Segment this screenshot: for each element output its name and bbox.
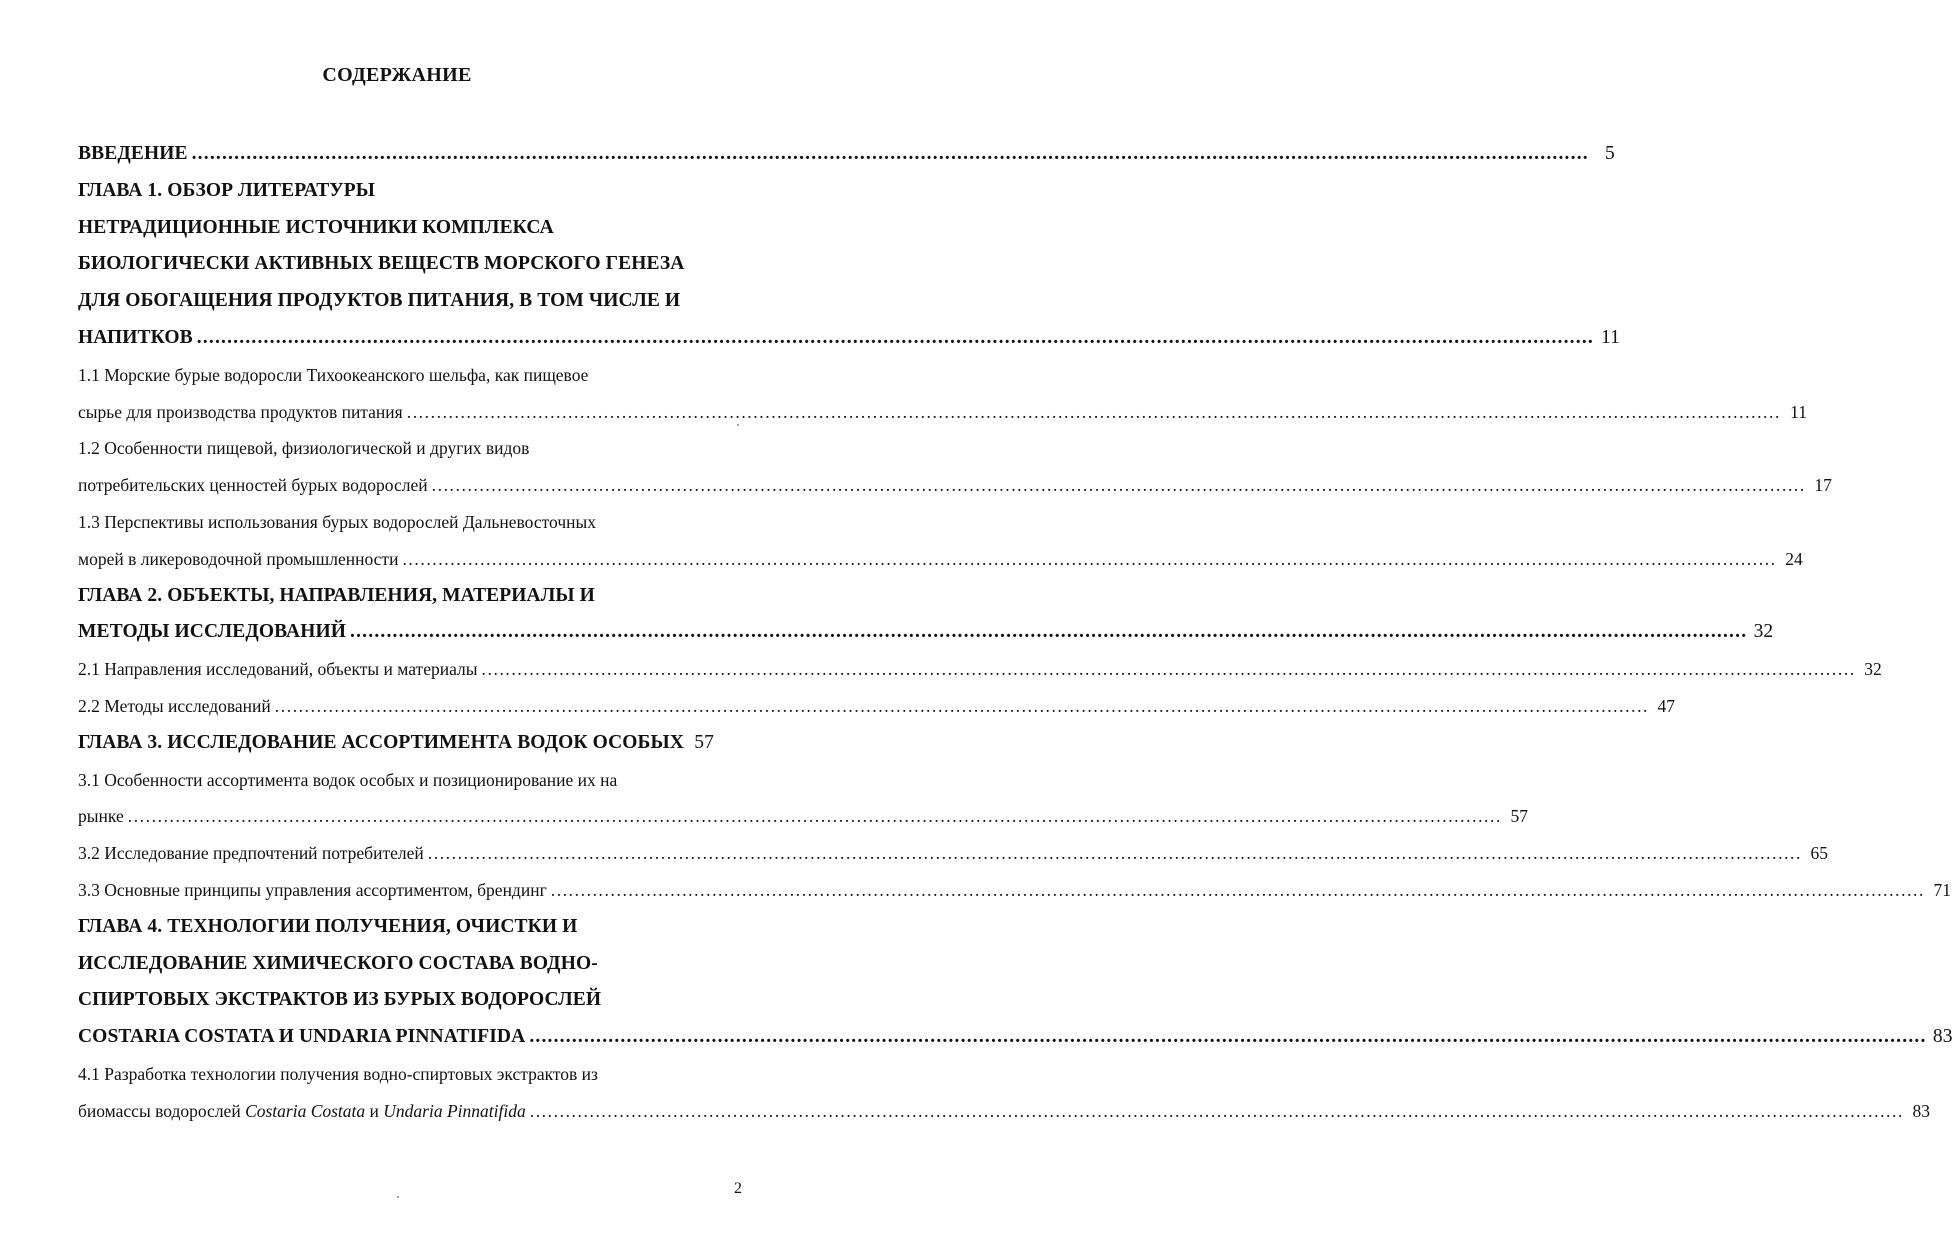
toc-entry-text: ГЛАВА 2. ОБЪЕКТЫ, НАПРАВЛЕНИЯ, МАТЕРИАЛЫ И — [78, 584, 595, 606]
toc-entry-text: 3.1 Особенности ассортимента водок особых и позиционирование их на — [78, 769, 618, 790]
toc-entry-text: потребительских ценностей бурых водорослей — [78, 475, 428, 496]
toc-entry — [78, 1056, 732, 1093]
toc-entry — [78, 946, 732, 983]
toc-entry-text: ГЛАВА 3. ИССЛЕДОВАНИЕ АССОРТИМЕНТА ВОДОК ОСОБЫХ — [78, 731, 684, 753]
toc-entry — [78, 357, 732, 394]
dot-leader — [530, 1093, 1904, 1130]
toc-entry — [78, 982, 732, 1019]
dot-leader — [275, 688, 1649, 725]
toc-entry-page: 83 — [1932, 1026, 1953, 1048]
dot-leader — [551, 872, 1925, 909]
toc-entry-text: рынке — [78, 806, 124, 827]
toc-entry[interactable] — [78, 541, 1803, 578]
scan-speck — [397, 1196, 399, 1198]
dot-leader — [529, 1019, 1926, 1056]
dot-leader — [350, 614, 1747, 651]
toc-entry-text: ГЛАВА 4. ТЕХНОЛОГИИ ПОЛУЧЕНИЯ, ОЧИСТКИ И — [78, 915, 578, 937]
toc-entry-page: 11 — [1601, 326, 1620, 348]
toc-entry-page: 32 — [1864, 659, 1882, 680]
toc-entry-page: 24 — [1785, 548, 1803, 569]
toc-entry[interactable] — [78, 614, 1774, 651]
toc-entry[interactable] — [78, 798, 1528, 835]
toc-entry[interactable] — [78, 835, 1828, 872]
toc-entry-page: 11 — [1790, 401, 1807, 422]
toc-entry-text: НЕТРАДИЦИОННЫЕ ИСТОЧНИКИ КОМПЛЕКСА — [78, 216, 554, 238]
dot-leader — [482, 651, 1856, 688]
toc-entry[interactable] — [78, 651, 1882, 688]
toc-entry[interactable] — [78, 1019, 1953, 1056]
toc-entry — [78, 210, 732, 247]
toc-entry-text: ИССЛЕДОВАНИЕ ХИМИЧЕСКОГО СОСТАВА ВОДНО- — [78, 952, 598, 974]
toc-entry — [78, 430, 732, 467]
toc-entry-page: 5 — [1604, 143, 1615, 164]
toc-entry[interactable] — [78, 320, 1620, 357]
toc-entry[interactable] — [78, 394, 1807, 431]
dot-leader — [128, 798, 1502, 835]
toc-entry-page: 17 — [1814, 475, 1832, 496]
toc-entry-page: 57 — [1510, 806, 1528, 827]
toc-entry-text: БИОЛОГИЧЕСКИ АКТИВНЫХ ВЕЩЕСТВ МОРСКОГО ГЕНЕЗА — [78, 253, 685, 275]
toc-entry-text: 2.1 Направления исследований, объекты и материалы — [78, 659, 478, 680]
toc-entry-text: 3.2 Исследование предпочтений потребителей — [78, 843, 424, 864]
toc-entry-text: 3.3 Основные принципы управления ассортиментом, брендинг — [78, 879, 547, 900]
toc-entry — [78, 762, 732, 799]
toc-entry[interactable] — [78, 725, 732, 762]
dot-leader — [192, 136, 1589, 173]
toc-entry-text: 2.2 Методы исследований — [78, 695, 271, 716]
conjunction: и — [369, 1100, 379, 1121]
dot-leader — [402, 541, 1776, 578]
species-name-1: Costaria Costata — [245, 1100, 366, 1121]
toc-entry[interactable] — [78, 872, 1951, 909]
toc-entry — [78, 909, 732, 946]
toc-entry[interactable] — [78, 467, 1832, 504]
toc-entry-text: МЕТОДЫ ИССЛЕДОВАНИЙ — [78, 621, 347, 643]
toc-entry-text: ГЛАВА 1. ОБЗОР ЛИТЕРАТУРЫ — [78, 179, 375, 201]
toc-entry — [78, 504, 732, 541]
species-name-2: Undaria Pinnatifida — [383, 1100, 526, 1121]
toc-entry-text: НАПИТКОВ — [78, 326, 193, 348]
toc-entry-page: 32 — [1753, 621, 1774, 643]
toc-entry[interactable] — [78, 688, 1676, 725]
toc-entry-text: 1.1 Морские бурые водоросли Тихоокеанского шельфа, как пищевое — [78, 364, 589, 385]
entry-prefix: биомассы водорослей — [78, 1100, 241, 1121]
dot-leader — [197, 320, 1594, 357]
toc-entry-text: 1.2 Особенности пищевой, физиологической и других видов — [78, 438, 530, 459]
toc-entry-text: СПИРТОВЫХ ЭКСТРАКТОВ ИЗ БУРЫХ ВОДОРОСЛЕЙ — [78, 989, 602, 1011]
toc-entry-page: 83 — [1912, 1100, 1930, 1121]
toc-entry-text: 1.3 Перспективы использования бурых водорослей Дальневосточных — [78, 511, 597, 532]
toc-entry-page: 71 — [1933, 879, 1951, 900]
toc-entry-text — [78, 1093, 526, 1130]
toc-entry — [78, 578, 732, 615]
toc-entry — [78, 173, 732, 210]
page-title: СОДЕРЖАНИЕ — [322, 64, 472, 86]
toc-entry-text: сырье для производства продуктов питания — [78, 401, 403, 422]
toc-entry-text: COSTARIA COSTATA И UNDARIA PINNATIFIDA — [78, 1026, 526, 1048]
toc-entry-text: 4.1 Разработка технологии получения водно-спиртовых экстрактов из — [78, 1063, 598, 1084]
toc-entry-text: ВВЕДЕНИЕ — [78, 143, 188, 164]
dot-leader — [428, 835, 1802, 872]
toc-entry-page: 65 — [1810, 843, 1828, 864]
dot-leader — [407, 394, 1781, 431]
toc-entry[interactable] — [78, 1093, 1930, 1130]
dot-leader — [432, 467, 1806, 504]
toc-entry — [78, 283, 732, 320]
toc-entry-text: ДЛЯ ОБОГАЩЕНИЯ ПРОДУКТОВ ПИТАНИЯ, В ТОМ ЧИСЛЕ И — [78, 290, 681, 312]
toc-entry-page: 57 — [694, 731, 714, 753]
toc-entry — [78, 246, 732, 283]
scan-speck — [737, 424, 739, 426]
page-number: 2 — [734, 1180, 742, 1197]
toc-entry-text: морей в ликероводочной промышленности — [78, 548, 399, 569]
toc-entry-page: 47 — [1657, 695, 1676, 716]
toc-entry[interactable] — [78, 136, 1615, 173]
table-of-contents — [78, 136, 1953, 1130]
